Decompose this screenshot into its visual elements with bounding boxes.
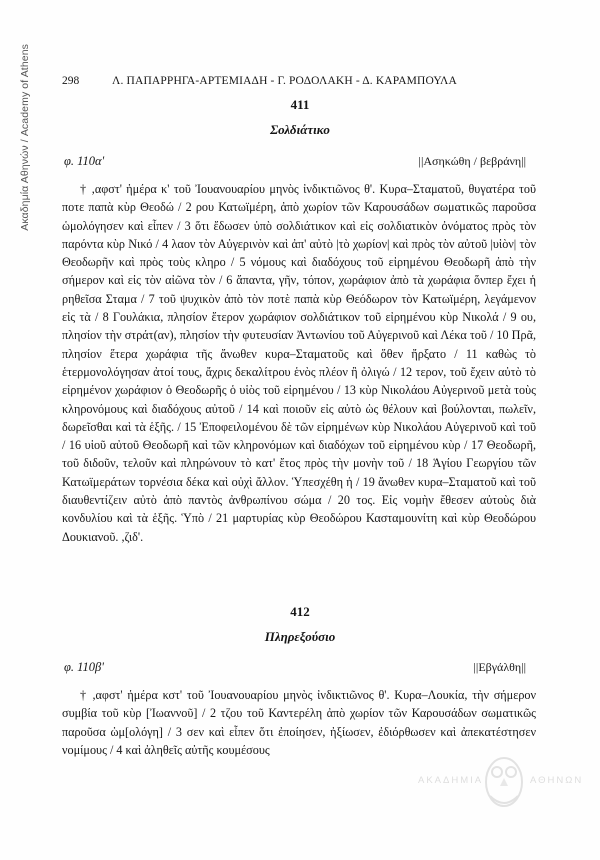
folio-reference: φ. 110α' xyxy=(64,154,105,168)
watermark-text-left: ΑΚΑΔΗΜΙΑ xyxy=(418,775,484,786)
owl-emblem-icon xyxy=(482,752,526,812)
document-body: † ,αφστ' ἡμέρα κστ' τοῦ Ἰουανουαρίου μηνὸς ἰνδικτιῶνος θ'. Κυρα–Λουκία, τὴν σήμερον συμβία τοῦ κὺρ [Ἰωαννοῦ] / 2 τζου τοῦ Καντερέλη ἀπὸ χωρίον τῶν Καρουσάδων σωματικῶς παροῦσα ὡμ[ολόγη] / 3 σεν καὶ εἶπεν ὅτι ἐποίησεν, ἠξίωσεν, ἐδιόρθωσεν καὶ ἀπεκατέστησεν νομίμους / 4 καὶ ἀληθεῖς αὐτῆς κουμέσους xyxy=(62,688,536,757)
document-number: 412 xyxy=(290,604,310,619)
document-title: Σολδιάτικο xyxy=(270,122,330,137)
archive-note: ||Ασηκώθη / βεβράνη|| xyxy=(418,154,526,168)
academy-watermark xyxy=(418,752,588,832)
archive-note: ||Εβγάλθη|| xyxy=(473,660,526,674)
running-header-authors: Λ. ΠΑΠΑΡΡΗΓΑ-ΑΡΤΕΜΙΑΔΗ - Γ. ΡΟΔΟΛΑΚΗ - Δ. ΚΑΡΑΜΠΟΥΛΑ xyxy=(112,75,457,87)
watermark-text-right: ΑΘΗΝΩΝ xyxy=(530,775,584,786)
folio-reference: φ. 110β' xyxy=(64,660,104,674)
document-body: † ,αφστ' ἡμέρα κ' τοῦ Ἰουανουαρίου μηνὸς ἰνδικτιῶνος θ'. Κυρα–Σταματοῦ, θυγατέρα τοῦ ποτε παπὰ κὺρ Θεοδώ / 2 ρου Κατωϊμέρη, ἀπὸ χωρίον τῶν Καρουσάδων σωματικῶς παροῦσα ὡμολόγησεν καὶ εἶπεν / 3 ὅτι ἔδωσεν ὑπὸ σολδιάτικον καὶ εἰς σολδιατικὸν ὀνόματος πρὸς τὸν παρόντα κὺρ Νικό / 4 λαον τὸν Αὐγερινὸν καὶ ἀπ' αὐτὸ |τὸ χωρίον| καὶ πρὸς τὸν αὐτοῦ |υἱὸν| τὸν Θεοδωρῆν καὶ πρὸς τοὺς κληρο / 5 νόμους καὶ διαδόχους τοῦ εἰρημένου Θεοδωρῆ ἀπὸ τὴν σήμερον καὶ εἰς τὸν αἰῶνα τὸν / 6 ἅπαντα, γῆν, τόπον, χωράφιον ἀπὸ τὰ χωράφια ὅνπερ ἔχει ἡ ρηθεῖσα Σταμα / 7 τοῦ ψυχικὸν ἀπὸ τὸν ποτὲ παπὰ κὺρ Θεόδωρον τὸν Κατωϊμέρη, λεγάμενον εἰς τὰ / 8 Γουλάκια, πλησίον ἕτερον χωράφιον σολδιάτικον τοῦ εἰρημένου κὺρ Νικολά / 9 ου, πλησίον τὴν στράτ(αν), πλησίον τὴν φυτευσίαν Ἀντωνίου τοῦ Αὐγερινοῦ καὶ Λέκα τοῦ / 10 Πρᾶ, πλησίον ἕτερα χωράφια τῆς ἄνωθεν κυρα–Σταματοῦς καὶ ὅθεν ἤρξατο / 11 καθὼς τὸ ἑτερμονολόγησαν ἀτοί τους, ἄχρις δεκαλίτρου ἑνὸς πλέον ἢ ὀλιγώ / 12 τερον, τοῦ ἔχειν αὐτὸ τὸ εἰρημένον χωράφιον ὁ Θεοδωρῆς ὁ υἱὸς τοῦ εἰρημένου / 13 κὺρ Νικολάου Αὐγερινοῦ μετὰ τοὺς κληρονόμους καὶ διαδόχους αὐτοῦ / 14 καὶ ποιοῦν εἰς αὐτὸ ὡς θέλουν καὶ βούλονται, πωλεῖν, δωρεῖσθαι καὶ τὰ ἑξῆς. / 15 Ἐποφειλομένου δὲ τῶν εἰρημένων κὺρ Νικολάου Αὐγερινοῦ καὶ τοῦ / 16 υἱοῦ αὐτοῦ Θεοδωρῆ καὶ τῶν κληρονόμων καὶ διαδόχων τοῦ εἰρημένου κὺρ / 17 Θεοδωρῆ, τοῦ διδοῦν, τελοῦν καὶ πληρώνουν τὸ κατ' ἔτος πρὸς τὴν μονὴν τοῦ / 18 Ἁγίου Γεωργίου τῶν Κατωϊμεράτων τορνέσια δέκα καὶ οὐχὶ ἄλλον. Ὑπεσχέθη ἡ / 19 ἄνωθεν κυρα–Σταματοῦ καὶ τοῦ διαυθεντίζειν αὐτὸ ἀπὸ παντὸς ἀνθρωπίνου σώμα / 20 τος. Εἰς νομὴν ἔθεσεν αὐτοὺς διὰ κονδυλίου καὶ τὰ ἑξῆς. Ὑπὸ / 21 μαρτυρίας κὺρ Θεοδώρου Κασταμουνίτη καὶ κὺρ Θεοδώρου Δουκιανοῦ. ,ζιδ'. xyxy=(62,182,536,544)
document-title: Πληρεξούσιο xyxy=(264,629,336,644)
page-number: 298 xyxy=(62,75,80,87)
side-label: Ακαδημία Αθηνών / Academy of Athens xyxy=(19,44,31,231)
document-number: 411 xyxy=(290,97,310,112)
